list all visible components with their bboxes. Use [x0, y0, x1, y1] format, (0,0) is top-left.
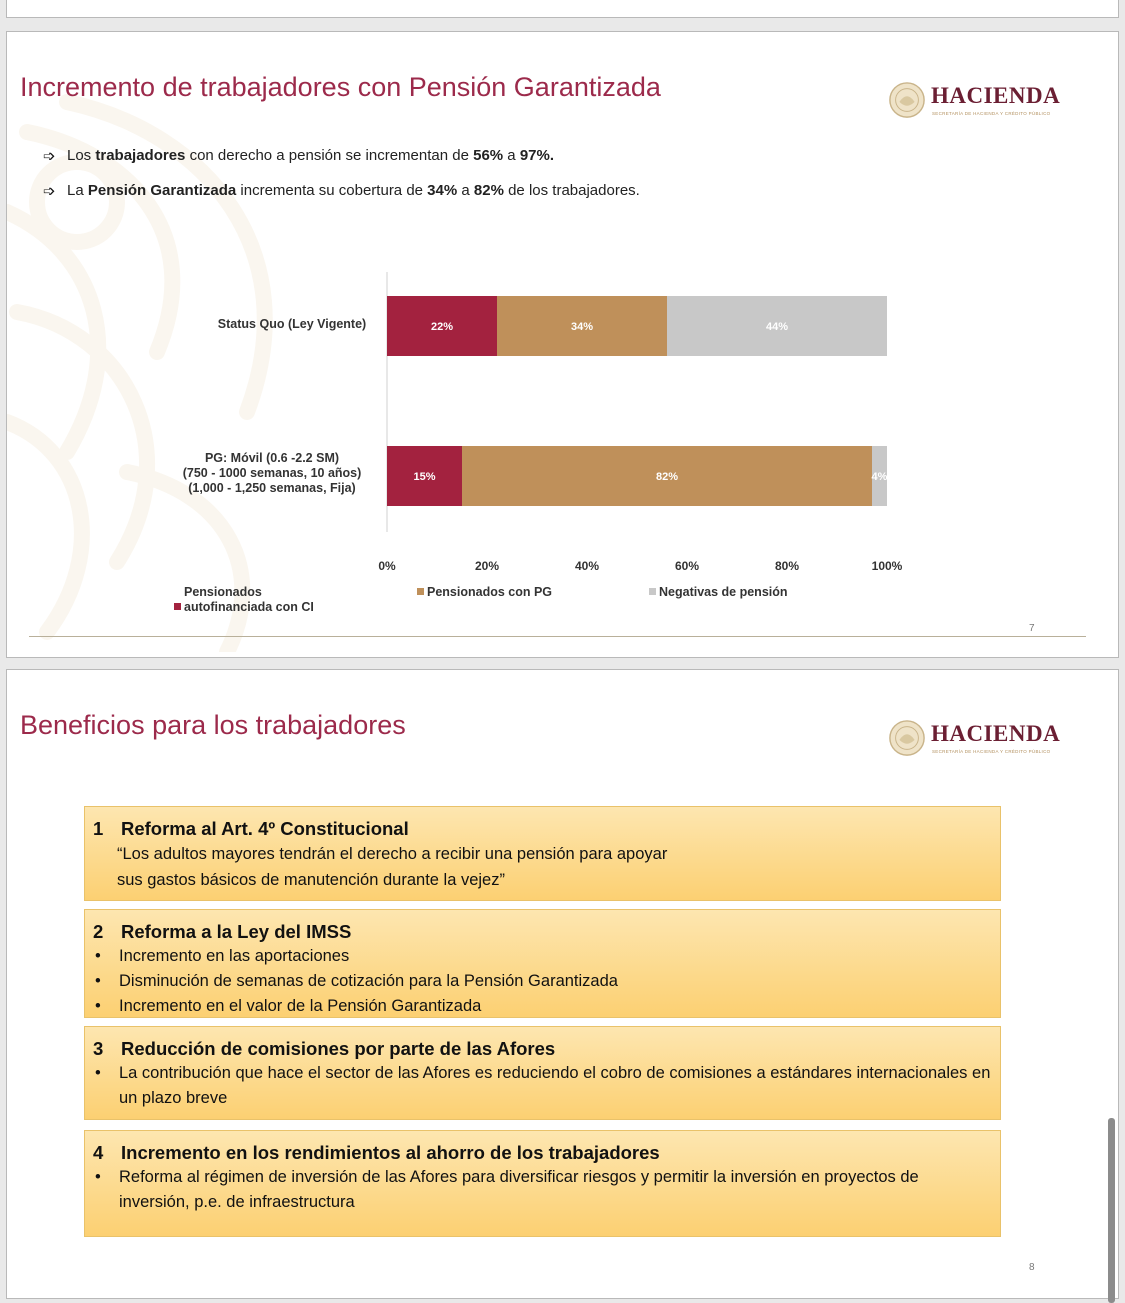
benefit-heading	[93, 1141, 992, 1165]
data-label: 34%	[570, 321, 594, 333]
legend-label: Negativas de pensión	[659, 585, 788, 599]
benefit-heading	[93, 920, 992, 944]
bullet-text: incrementa su cobertura de	[236, 182, 428, 199]
x-tick-label: 100%	[871, 559, 903, 573]
bullet-text: La	[67, 182, 88, 199]
x-tick-label: 20%	[474, 559, 500, 573]
bullet-emphasis: 97%.	[519, 147, 555, 164]
hacienda-logo	[878, 717, 1078, 762]
benefit-box-1	[84, 806, 1001, 901]
logo-subtitle: SECRETARÍA DE HACIENDA Y CRÉDITO PÚBLICO	[932, 749, 1051, 754]
legend-swatch	[649, 588, 656, 595]
benefit-item: • Incremento en las aportaciones	[93, 944, 992, 969]
data-label: 44%	[765, 321, 789, 333]
vertical-scrollbar[interactable]	[1108, 1118, 1115, 1303]
category-label-status-quo	[197, 317, 387, 332]
benefit-item: • La contribución que hace el sector de las Afores es reduciendo el cobro de comisiones a estándares internacionales en un plazo breve	[93, 1061, 992, 1111]
data-label: 22%	[430, 321, 454, 333]
benefit-quote-line: “Los adultos mayores tendrán el derecho a recibir una pensión para apoyar	[117, 845, 668, 863]
category-label-pg-movil	[157, 451, 387, 496]
slide-7[interactable]	[6, 31, 1119, 658]
benefit-title: Incremento en los rendimientos al ahorro de los trabajadores	[121, 1142, 660, 1163]
page-number: 7	[1029, 623, 1035, 634]
benefit-number: 3	[93, 1038, 104, 1059]
seal-icon	[888, 81, 926, 119]
bullet-text: Los	[67, 147, 96, 164]
bullet-emphasis: 82%	[473, 182, 504, 199]
logo-wordmark: HACIENDA	[931, 721, 1061, 746]
logo-subtitle: SECRETARÍA DE HACIENDA Y CRÉDITO PÚBLICO	[932, 111, 1051, 116]
bullet-item	[43, 180, 640, 215]
bullet-text: de los trabajadores.	[503, 182, 640, 199]
bullet-list	[43, 145, 640, 215]
data-label: 82%	[655, 471, 679, 483]
benefit-title: Reforma al Art. 4º Constitucional	[121, 818, 409, 839]
legend-swatch	[174, 603, 181, 610]
stacked-bar-chart	[7, 232, 1119, 632]
seal-icon	[888, 719, 926, 757]
benefit-title: Reducción de comisiones por parte de las Afores	[121, 1038, 556, 1059]
benefit-number: 2	[93, 921, 104, 942]
bullet-item	[43, 145, 640, 180]
previous-slide-fragment	[6, 0, 1119, 18]
logo-wordmark: HACIENDA	[931, 83, 1061, 108]
legend-item-pensionados-pg	[417, 585, 552, 600]
data-label: 15%	[413, 471, 436, 483]
benefit-item: • Reforma al régimen de inversión de las Afores para diversificar riesgos y permitir la inversión en proyectos de inversión, p.e. de infraestructura	[93, 1165, 992, 1215]
benefit-boxes	[84, 806, 1001, 1245]
legend-item-pensionados-ci	[174, 585, 334, 615]
x-tick-label: 60%	[674, 559, 700, 573]
bullet-text: con derecho a pensión se incrementan de	[185, 147, 474, 164]
x-tick-label: 40%	[574, 559, 600, 573]
benefit-number: 4	[93, 1142, 104, 1163]
legend-item-negativas	[649, 585, 788, 600]
legend-label: Pensionados autofinanciada con CI	[184, 585, 314, 614]
bullet-emphasis: trabajadores	[95, 147, 186, 164]
page-number: 8	[1029, 1262, 1035, 1273]
benefit-box-3	[84, 1026, 1001, 1120]
x-tick-label: 80%	[774, 559, 800, 573]
benefit-number: 1	[93, 818, 104, 839]
benefit-item: • Disminución de semanas de cotización para la Pensión Garantizada	[93, 969, 992, 994]
category-label-line: PG: Móvil (0.6 -2.2 SM)	[204, 451, 340, 465]
x-tick-label: 0%	[378, 559, 396, 573]
data-label: 4%	[871, 471, 888, 483]
bullet-text: a	[503, 147, 520, 164]
hacienda-logo	[878, 79, 1078, 124]
arrow-bullet-icon: ➩	[43, 148, 56, 165]
footer-rule	[29, 636, 1086, 637]
slide-title: Beneficios para los trabajadores	[20, 710, 406, 740]
category-label-line: (1,000 - 1,250 semanas, Fija)	[188, 481, 356, 495]
bullet-emphasis: Pensión Garantizada	[87, 182, 237, 199]
arrow-bullet-icon: ➩	[43, 183, 56, 200]
bullet-emphasis: 34%	[427, 182, 458, 199]
benefit-heading	[93, 817, 992, 841]
benefit-quote-line: sus gastos básicos de manutención durante la vejez”	[117, 871, 505, 889]
benefit-title: Reforma a la Ley del IMSS	[121, 921, 352, 942]
benefit-box-4	[84, 1130, 1001, 1237]
benefit-item: • Incremento en el valor de la Pensión Garantizada	[93, 994, 992, 1019]
bullet-emphasis: 56%	[473, 147, 504, 164]
slide-title: Incremento de trabajadores con Pensión Garantizada	[20, 72, 661, 102]
legend-swatch	[417, 588, 424, 595]
benefit-heading	[93, 1037, 992, 1061]
slide-8[interactable]	[6, 669, 1119, 1299]
category-label-line: Status Quo (Ley Vigente)	[217, 317, 367, 331]
chart-svg	[7, 232, 1119, 632]
benefit-box-2	[84, 909, 1001, 1018]
legend-label: Pensionados con PG	[427, 585, 553, 599]
bullet-text: a	[457, 182, 474, 199]
category-label-line: (750 - 1000 semanas, 10 años)	[182, 466, 362, 480]
